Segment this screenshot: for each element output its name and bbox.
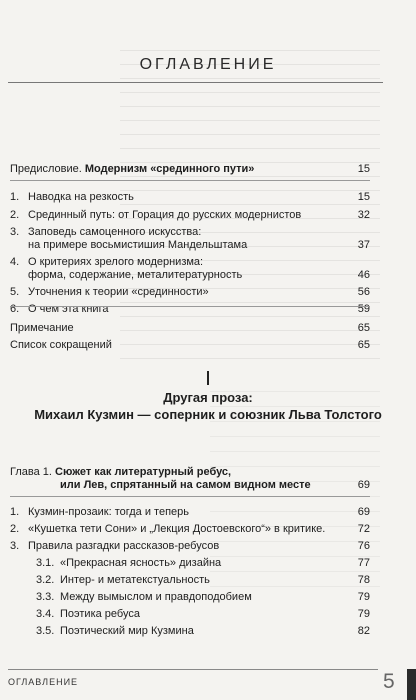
title-divider — [8, 82, 383, 83]
page-number: 76 — [357, 540, 370, 552]
toc-entry: 3. Заповедь самоценного искусства: на примере восьмистишия Мандельштама 37 — [10, 226, 370, 251]
toc-entry: 5. Уточнения к теории «срединности» 56 — [10, 286, 370, 298]
page-number: 65 — [357, 322, 370, 334]
toc-preface — [10, 163, 370, 176]
preface-title: Модернизм «срединного пути» — [84, 163, 255, 175]
section-divider — [10, 180, 370, 181]
footer-edge-bar — [407, 669, 416, 700]
page-number: 59 — [357, 303, 370, 315]
chapter-title: Сюжет как литературный ребус, — [55, 466, 232, 478]
toc-entry: 6. О чем эта книга 59 — [10, 303, 370, 315]
page-number: 69 — [357, 479, 370, 491]
toc-entry: Список сокращений 65 — [10, 339, 370, 351]
running-footer: ОГЛАВЛЕНИЕ — [8, 677, 79, 687]
toc-entry: 4. О критериях зрелого модернизма: форма, содержание, металитературность 46 — [10, 256, 370, 281]
toc-subentry: 3.3. Между вымыслом и правдоподобием 79 — [36, 591, 370, 603]
toc-extras — [10, 322, 370, 352]
toc-subentry: 3.4. Поэтика ребуса 79 — [36, 608, 370, 620]
part-title: Другая проза: Михаил Кузмин — соперник и союзник Льва Толстого — [34, 390, 382, 422]
page-number: 78 — [357, 574, 370, 586]
section-divider — [10, 496, 370, 497]
page-number: 37 — [357, 239, 370, 251]
page-number: 32 — [357, 209, 370, 221]
page-number: 82 — [357, 625, 370, 637]
footer-divider — [8, 669, 378, 670]
toc-entry: 3. Правила разгадки рассказов-ребусов 76 — [10, 540, 370, 552]
page-number: 79 — [357, 591, 370, 603]
toc-subentry: 3.1. «Прекрасная ясность» дизайна 77 — [36, 557, 370, 569]
page-number: 69 — [357, 506, 370, 518]
part-marker — [207, 371, 209, 385]
toc-preface-items — [10, 191, 370, 316]
toc-subentry: 3.5. Поэтический мир Кузмина 82 — [36, 625, 370, 637]
toc-subentry: 3.2. Интер- и метатекстуальность 78 — [36, 574, 370, 586]
chapter-prefix: Глава 1. — [10, 466, 55, 478]
toc-entry: Примечание 65 — [10, 322, 370, 334]
toc-entry: 2. «Кушетка тети Сони» и „Лекция Достоевского“» в критике. 72 — [10, 523, 370, 535]
page-number: 65 — [357, 339, 370, 351]
page-number-footer: 5 — [383, 670, 395, 693]
section-divider — [10, 306, 370, 307]
page-number: 72 — [357, 523, 370, 535]
toc-chapter-1-items — [10, 506, 370, 638]
preface-prefix: Предисловие. — [10, 163, 85, 175]
toc-chapter-1: Глава 1. Сюжет как литературный ребус, или Лев, спрятанный на самом видном месте 69 — [10, 466, 370, 491]
toc-entry: 1. Наводка на резкость 15 — [10, 191, 370, 203]
page-number: 15 — [357, 191, 370, 203]
page-number: 79 — [357, 608, 370, 620]
page-number: 77 — [357, 557, 370, 569]
page-number: 15 — [357, 163, 370, 175]
page-number: 56 — [357, 286, 370, 298]
toc-entry: 1. Кузмин-прозаик: тогда и теперь 69 — [10, 506, 370, 518]
page-number: 46 — [357, 269, 370, 281]
page-title: ОГЛАВЛЕНИЕ — [139, 56, 277, 73]
toc-entry: 2. Срединный путь: от Горация до русских модернистов 32 — [10, 209, 370, 221]
